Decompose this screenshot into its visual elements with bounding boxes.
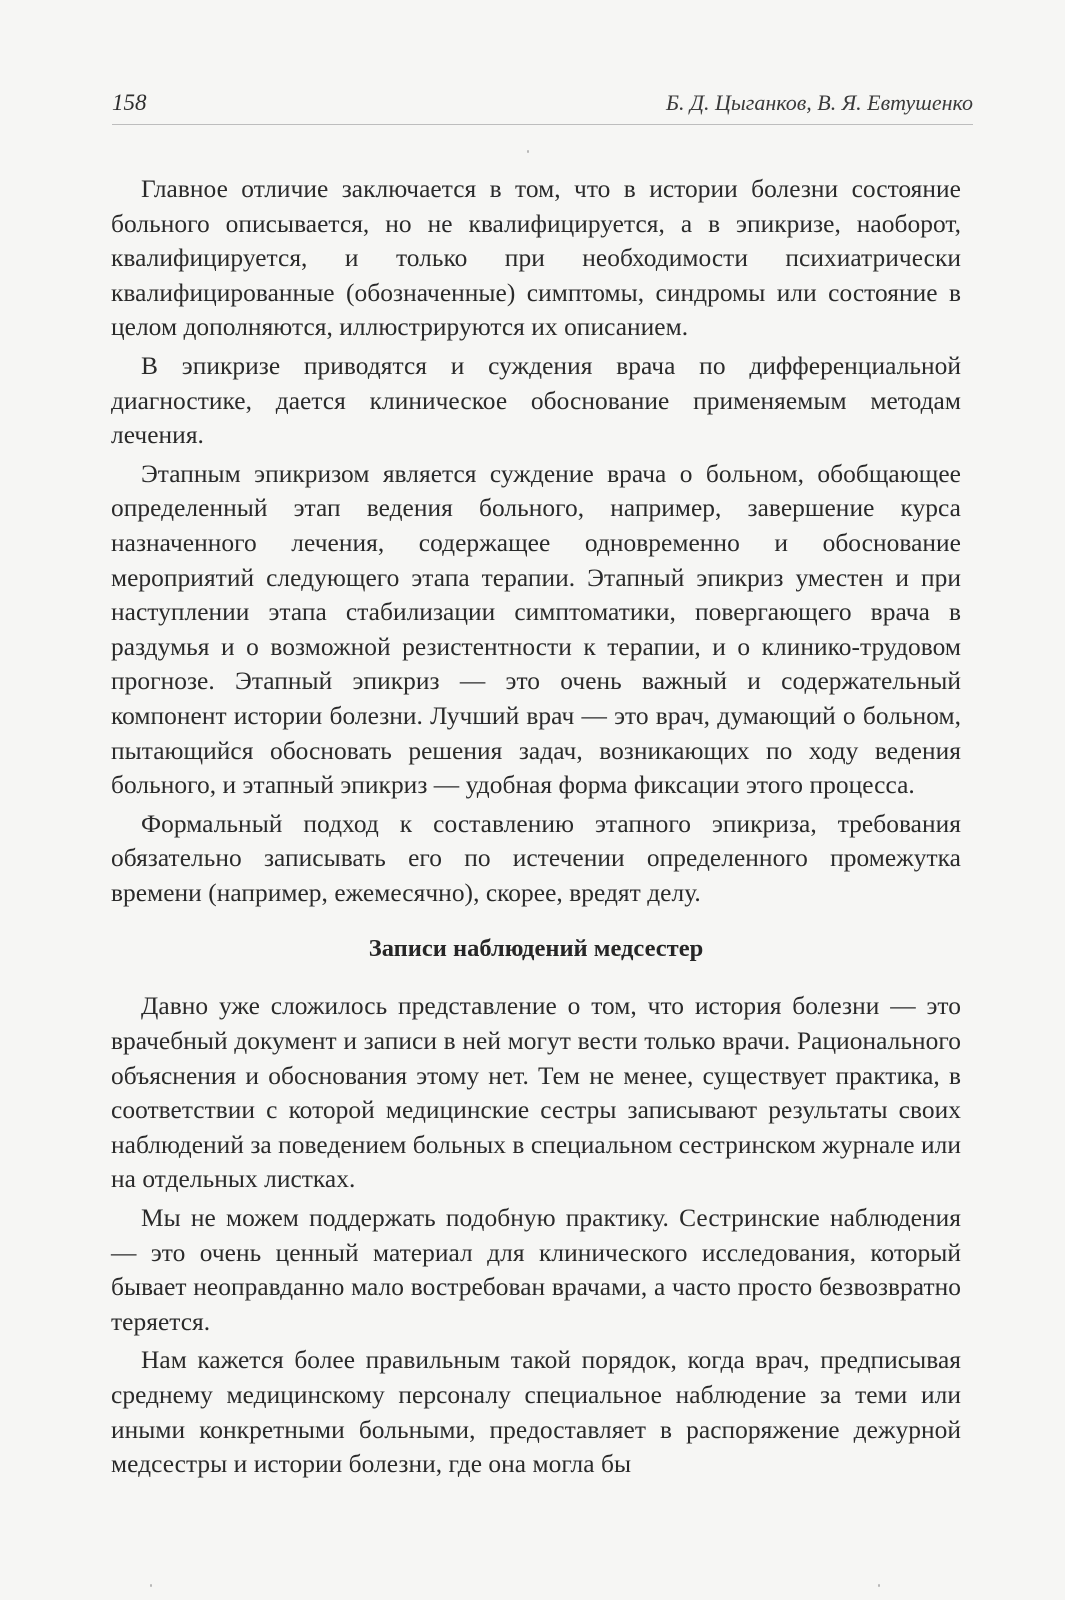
paragraph: Формальный подход к составлению этапного эпикриза, требования обязательно записывать его по истечении определенного промежутка времени (например, ежемесячно), скорее, вредят делу. [111, 809, 961, 907]
scan-speck [150, 1584, 152, 1587]
paragraph: Нам кажется более правильным такой порядок, когда врач, предписывая среднему медицинскому персоналу специальное наблюдение за теми или иными конкретными больными, предоставляет в распоряжение дежурной медсестры и истории болезни, где она могла бы [111, 1346, 961, 1479]
scan-speck [878, 1584, 880, 1587]
page-number: 158 [112, 90, 147, 115]
running-head-authors: Б. Д. Цыганков, В. Я. Евтушенко [666, 90, 973, 115]
paragraph: В эпикризе приводятся и суждения врача по дифференциальной диагностике, дается клиническое обоснование применяемым методам лечения. [111, 351, 961, 450]
paragraph: Главное отличие заключается в том, что в истории болезни состояние больного описывается, но не квалифицируется, а в эпикризе, наоборот, квалифицируется, и только при необходимости психиатрически квалифицированные (обозначенные) симптомы, синдромы или состояние в целом дополняются, иллюстрируются их описанием. [111, 175, 961, 342]
section-heading: Записи наблюдений медсестер [368, 935, 704, 963]
paragraph: Этапным эпикризом является суждение врача о больном, обобщающее определенный этап ведения больного, например, завершение курса назначенного лечения, содержащее одновременно и обоснование мероприятий следующего этапа терапии. Этапный эпикриз уместен и при наступлении этапа стабилизации симптоматики, повергающего врача в раздумья и о возможной резистентности к терапии, и о клинико-трудовом прогнозе. Этапный эпикриз — это очень важный и содержательный компонент истории болезни. Лучший врач — это врач, думающий о больном, пытающийся обосновать решения задач, возникающих по ходу ведения больного, и этапный эпикриз — удобная форма фиксации этого процесса. [111, 459, 961, 800]
page-body [111, 172, 961, 1486]
page-header [112, 86, 973, 125]
paragraph: Давно уже сложилось представление о том, что история болезни — это врачебный документ и записи в ней могут вести только врачи. Рационального объяснения и обоснования этому нет. Тем не менее, существует практика, в соответствии с которой медицинские сестры записывают результаты своих наблюдений за поведением больных в специальном сестринском журнале или на отдельных листках. [111, 992, 961, 1194]
paragraph: Мы не можем поддержать подобную практику. Сестринские наблюдения — это очень ценный материал для клинического исследования, который бывает неоправданно мало востребован врачами, а часто просто безвозвратно теряется. [111, 1204, 961, 1336]
scan-speck [527, 150, 529, 153]
